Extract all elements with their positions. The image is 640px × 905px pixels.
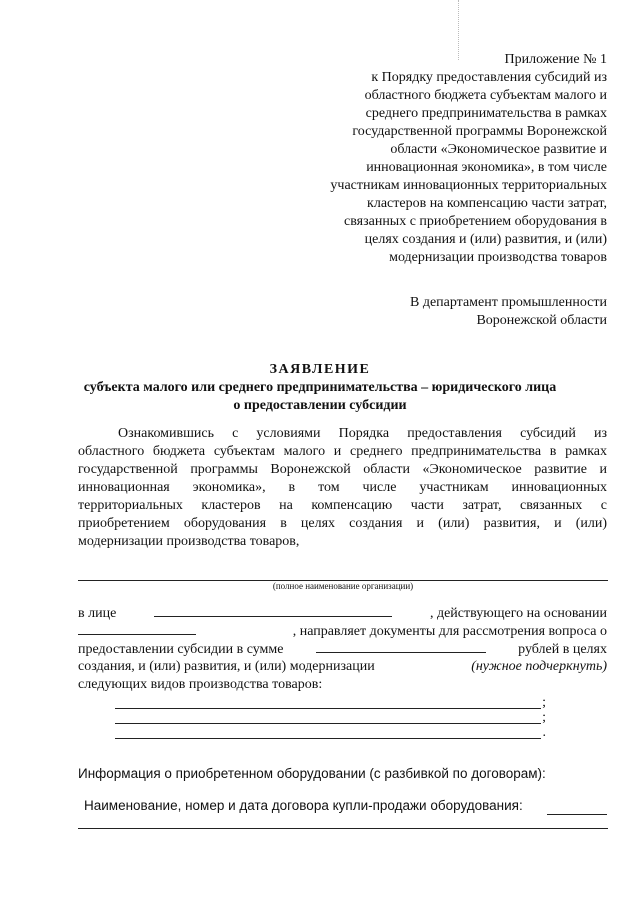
applicant-line — [78, 640, 607, 658]
org-name-caption: (полное наименование организации) — [272, 581, 414, 591]
appendix-line: среднего предпринимательства в рамках — [365, 106, 607, 121]
applicant-line — [78, 658, 607, 676]
body-line: государственной программы Воронежской области «Экономическое развитие и — [78, 462, 607, 477]
appendix-line: Приложение № 1 — [504, 52, 607, 67]
applicant-line — [78, 604, 607, 622]
field-underline — [115, 723, 541, 724]
label-production-types: следующих видов производства товаров: — [78, 677, 323, 692]
appendix-line: целях создания и (или) развития, и (или) — [364, 232, 607, 247]
production-type-field[interactable] — [115, 710, 555, 725]
production-type-field[interactable] — [115, 725, 555, 740]
appendix-line: связанных с приобретением оборудования в — [344, 214, 607, 229]
addressee-block — [360, 294, 607, 330]
body-line: инновационная экономика», в том числе участникам инновационных — [78, 480, 607, 495]
title-main: ЗАЯВЛЕНИЕ — [269, 362, 371, 377]
subsidy-amount-field[interactable] — [316, 640, 486, 653]
title-subtitle: о предоставлении субсидии — [233, 398, 407, 413]
label-underline-hint: (нужное подчеркнуть) — [471, 659, 607, 674]
field-underline — [115, 738, 541, 739]
label-sends-documents: , направляет документы для рассмотрения вопроса о — [292, 624, 607, 639]
contract-row — [84, 797, 607, 815]
body-line: Ознакомившись с условиями Порядка предоставления субсидий из — [118, 426, 607, 441]
appendix-header — [300, 51, 607, 267]
field-punctuation: ; — [542, 710, 546, 725]
addressee-line: В департамент промышленности — [409, 295, 607, 310]
appendix-line: участникам инновационных территориальных — [330, 178, 607, 193]
production-types-list — [115, 695, 555, 740]
appendix-line: областного бюджета субъектам малого и — [364, 88, 607, 103]
label-purpose: создания, и (или) развития, и (или) модернизации — [78, 659, 375, 674]
appendix-line: государственной программы Воронежской — [352, 124, 607, 139]
representative-field[interactable] — [154, 604, 392, 617]
appendix-line: модернизации производства товаров — [389, 250, 607, 265]
addressee-line: Воронежской области — [476, 313, 607, 328]
basis-field[interactable] — [78, 622, 196, 635]
contract-continuation-field[interactable] — [78, 828, 608, 829]
applicant-line — [78, 676, 607, 694]
label-in-person: в лице — [78, 606, 117, 621]
applicant-paragraph — [78, 604, 607, 694]
body-line: территориальных кластеров на компенсацию части затрат, связанных с — [78, 498, 607, 513]
appendix-line: инновационная экономика», в том числе — [366, 160, 607, 175]
appendix-line: области «Экономическое развитие и — [390, 142, 607, 157]
equipment-info-heading: Информация о приобретенном оборудовании (с разбивкой по договорам): — [78, 766, 546, 781]
production-type-field[interactable] — [115, 695, 555, 710]
body-line: приобретением оборудования в целях создания и (или) развития, и (или) — [78, 516, 607, 531]
appendix-line: кластеров на компенсацию части затрат, — [367, 196, 607, 211]
body-line: модернизации производства товаров, — [78, 534, 300, 549]
contract-field[interactable] — [547, 800, 607, 815]
document-title — [60, 361, 580, 415]
field-underline — [115, 708, 541, 709]
field-punctuation: . — [542, 725, 546, 740]
label-acting-basis: , действующего на основании — [429, 606, 607, 621]
body-paragraph — [78, 425, 607, 551]
title-subtitle: субъекта малого или среднего предпринимательства – юридического лица — [83, 380, 557, 395]
label-rubles: рублей в целях — [518, 642, 607, 657]
applicant-line — [78, 622, 607, 640]
field-punctuation: ; — [542, 695, 546, 710]
label-subsidy-amount: предоставлении субсидии в сумме — [78, 642, 284, 657]
body-line: областного бюджета субъектам малого и среднего предпринимательства в рамках — [78, 444, 607, 459]
appendix-line: к Порядку предоставления субсидий из — [371, 70, 607, 85]
contract-label: Наименование, номер и дата договора купли-продажи оборудования: — [84, 798, 523, 813]
